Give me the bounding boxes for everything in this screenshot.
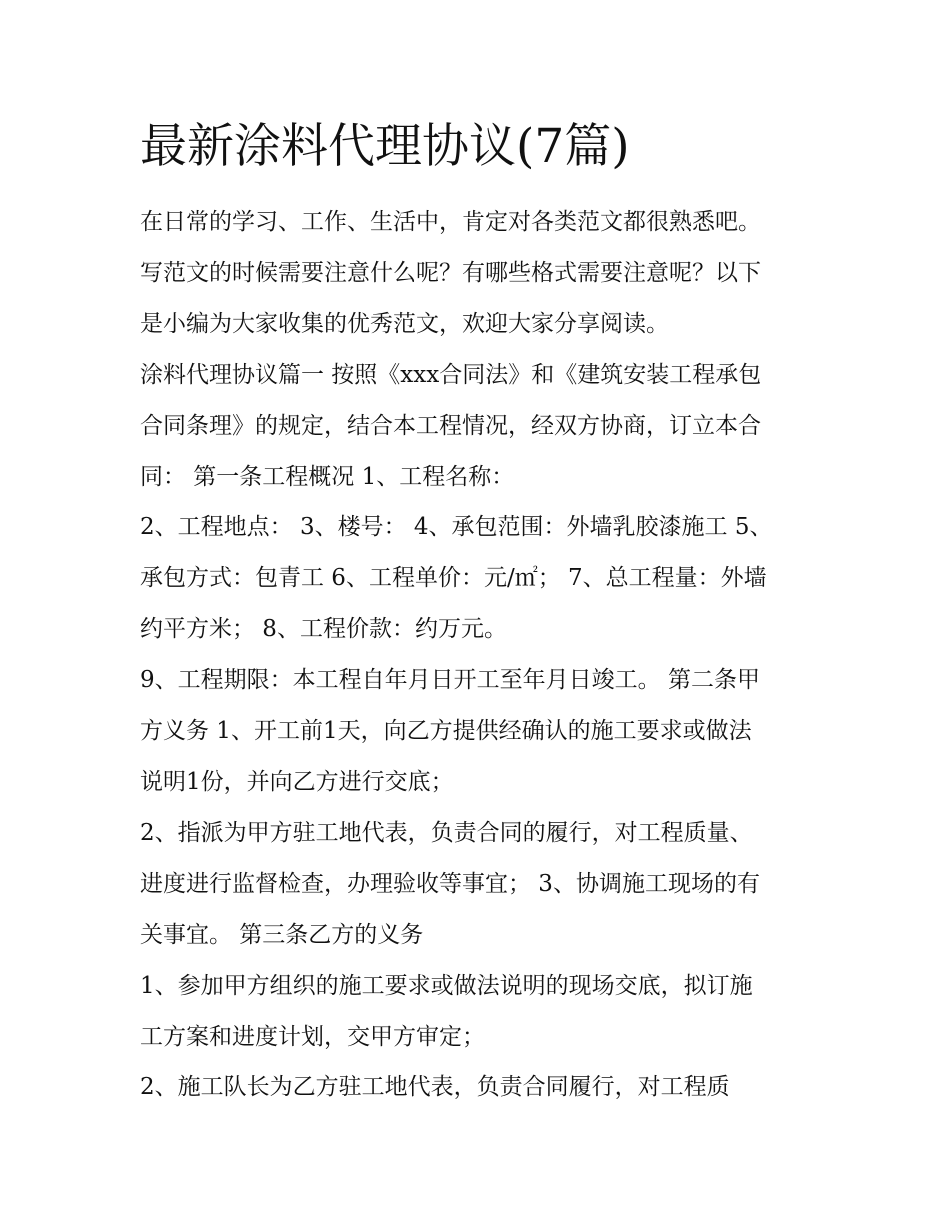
text-line: 1、参加甲方组织的施工要求或做法说明的现场交底，拟订施: [140, 972, 753, 999]
text-line: 关事宜。 第三条乙方的义务: [140, 921, 424, 948]
text-line: 2、工程地点： 3、楼号： 4、承包范围：外墙乳胶漆施工 5、: [140, 514, 773, 541]
text-line: 合同条理》的规定，结合本工程情况，经双方协商，订立本合: [140, 412, 761, 439]
text-line: 承包方式：包青工 6、工程单价：元/㎡； 7、总工程量：外墙: [140, 565, 767, 592]
text-line: 约平方米； 8、工程价款：约万元。: [140, 616, 507, 643]
text-line: 工方案和进度计划，交甲方审定；: [140, 1023, 485, 1050]
paragraph-schedule-party-a: [140, 655, 812, 808]
document-title: 最新涂料代理协议(7篇): [140, 119, 630, 174]
paragraph-project-details: [140, 502, 812, 655]
paragraph-party-b-obligation-1: [140, 961, 812, 1063]
text-line: 进度进行监督检查，办理验收等事宜； 3、协调施工现场的有: [140, 870, 760, 897]
text-line: 是小编为大家收集的优秀范文，欢迎大家分享阅读。: [140, 310, 669, 337]
paragraph-intro: [140, 197, 812, 350]
paragraph-party-b-obligation-2: [140, 1062, 812, 1113]
text-line: 同： 第一条工程概况 1、工程名称：: [140, 463, 515, 490]
text-line: 9、工程期限：本工程自年月日开工至年月日竣工。 第二条甲: [140, 667, 760, 694]
text-line: 说明1份，并向乙方进行交底；: [140, 768, 454, 795]
document-body: [140, 197, 812, 1113]
paragraph-agreement-opening: [140, 350, 812, 503]
text-line: 涂料代理协议篇一 按照《xxx合同法》和《建筑安装工程承包: [140, 361, 762, 388]
text-line: 方义务 1、开工前1天，向乙方提供经确认的施工要求或做法: [140, 718, 752, 745]
text-line: 在日常的学习、工作、生活中，肯定对各类范文都很熟悉吧。: [140, 209, 761, 235]
paragraph-party-a-representative: [140, 808, 812, 961]
text-line: 2、指派为甲方驻工地代表，负责合同的履行，对工程质量、: [140, 819, 753, 846]
text-line: 写范文的时候需要注意什么呢？有哪些格式需要注意呢？以下: [140, 259, 761, 286]
text-line: 2、施工队长为乙方驻工地代表，负责合同履行，对工程质: [140, 1074, 730, 1101]
